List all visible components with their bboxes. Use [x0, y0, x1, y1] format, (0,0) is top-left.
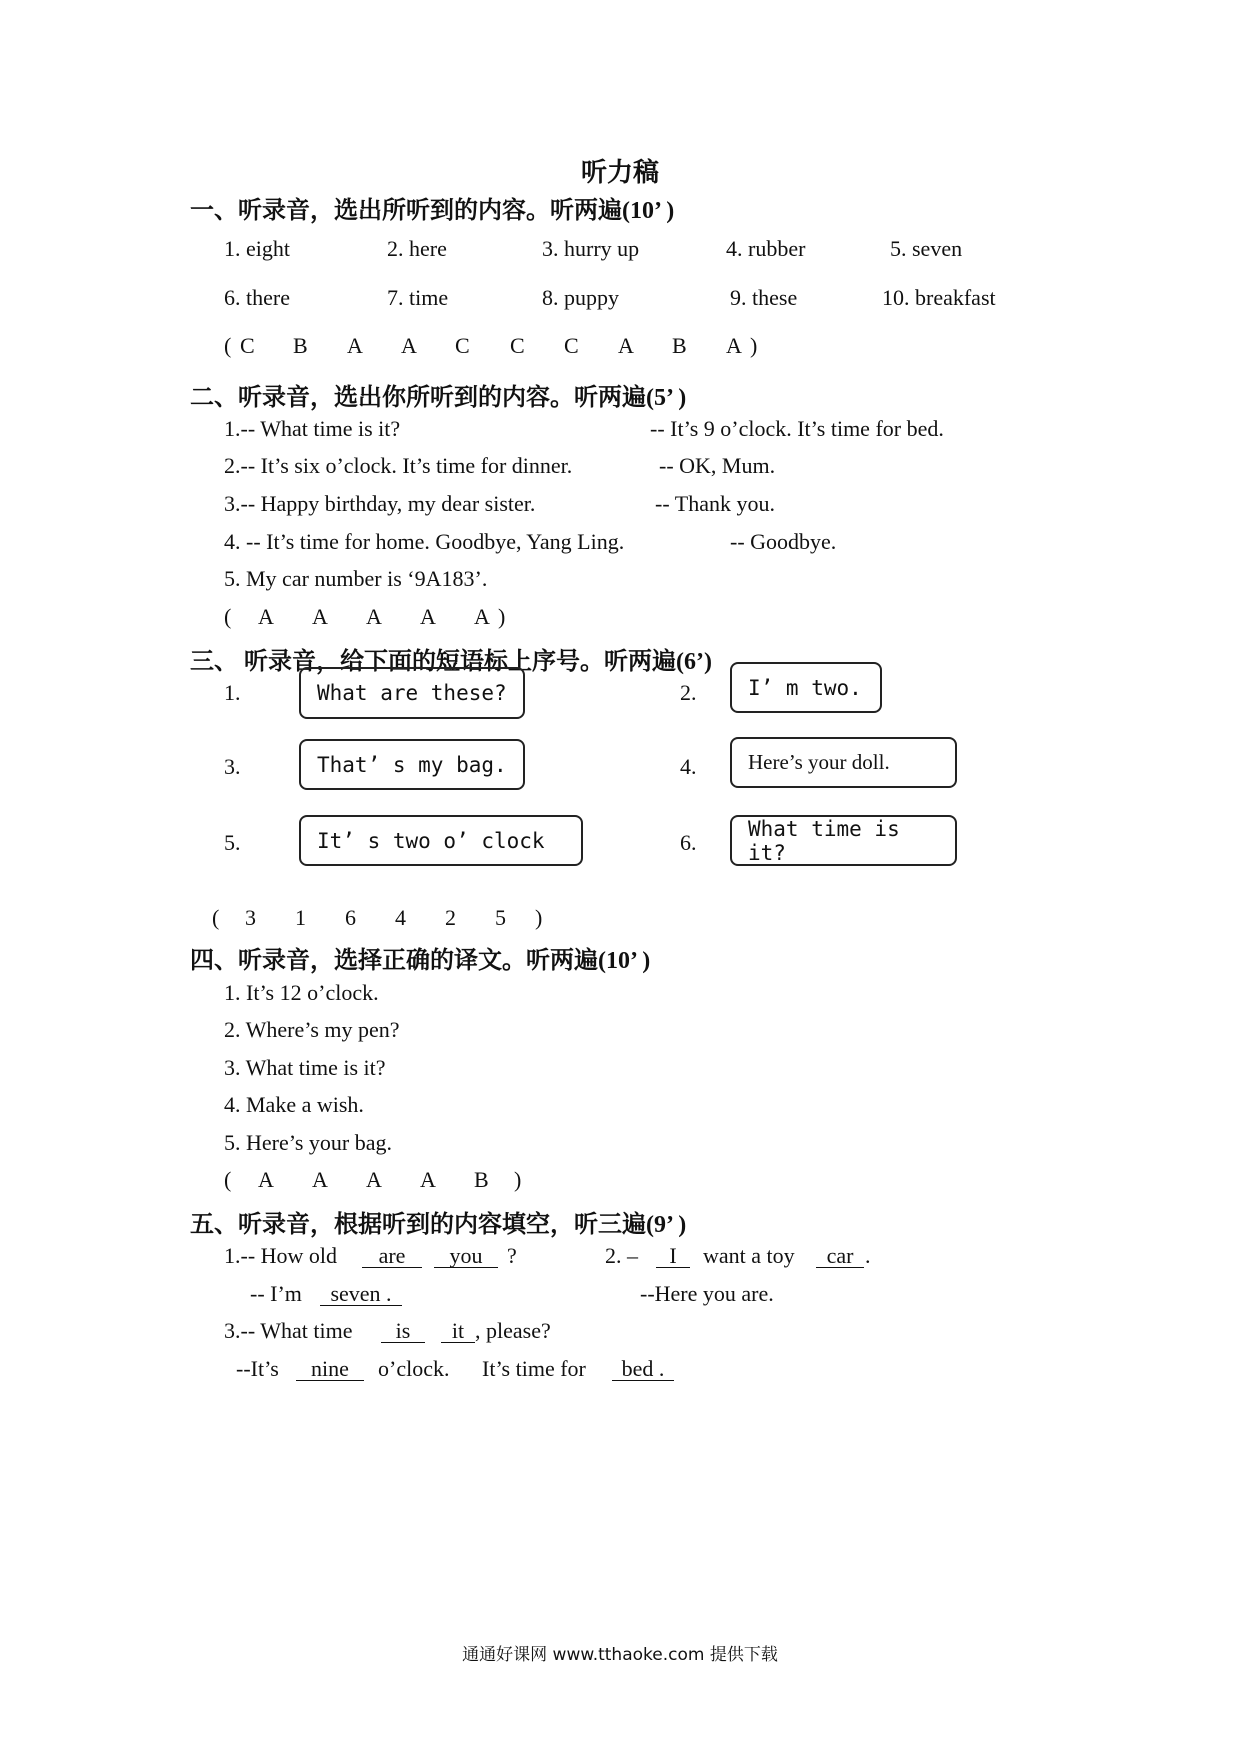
s4-answer: A — [366, 1167, 382, 1192]
s5-q3-blank-3: nine — [296, 1358, 364, 1381]
s1-word: 9. these — [730, 285, 798, 310]
section-2-heading: 二、听录音，选出你所听到的内容。听两遍(5’ ) — [190, 385, 687, 411]
section-3-heading: 三、 听录音，给下面的短语标上序号。听两遍(6’) — [190, 649, 712, 675]
page-title: 听力稿 — [580, 158, 659, 187]
s2-answer: A — [312, 604, 328, 629]
s4-line: 2. Where’s my pen? — [224, 1017, 400, 1042]
s2-line: 5. My car number is ‘9A183’. — [224, 566, 488, 591]
s1-answer: C — [455, 333, 470, 358]
s2-answer: A — [366, 604, 382, 629]
s3-answer: 6 — [345, 905, 356, 930]
s5-q3-reply: --It’s — [236, 1356, 279, 1381]
s5-q2-text: want a toy — [703, 1243, 795, 1268]
phrase-box-4: Here’s your doll. — [730, 737, 957, 788]
s4-answer: A — [258, 1167, 274, 1192]
s2-line: 2.-- It’s six o’clock. It’s time for dinner. — [224, 453, 573, 478]
s3-answer: 2 — [445, 905, 456, 930]
s1-answer: A — [347, 333, 363, 358]
s4-line: 4. Make a wish. — [224, 1092, 364, 1117]
phrase-box-3: That’ s my bag. — [299, 739, 525, 790]
phrase-box-1: What are these? — [299, 667, 525, 719]
s4-line: 1. It’s 12 o’clock. — [224, 980, 379, 1005]
s1-word: 5. seven — [890, 236, 963, 261]
s5-q1-prompt: 1.-- How old — [224, 1243, 338, 1268]
s3-item-number: 3. — [224, 754, 241, 779]
section-1-heading: 一、听录音，选出所听到的内容。听两遍(10’ ) — [190, 198, 675, 224]
s2-line: 1.-- What time is it? — [224, 416, 401, 441]
s5-q1-mark: ? — [507, 1243, 517, 1268]
s5-q3-blank-4: bed . — [612, 1358, 674, 1381]
section-5-heading: 五、听录音，根据听到的内容填空，听三遍(9’ ) — [190, 1212, 687, 1238]
s5-q1-blank-1: are — [362, 1245, 422, 1268]
s5-q2-prompt: 2. – — [605, 1243, 638, 1268]
s5-q3-blank-1: is — [381, 1320, 425, 1343]
s5-q1-blank-2: you — [434, 1245, 498, 1268]
s5-q2-mark: . — [865, 1243, 871, 1268]
s5-q2-reply: --Here you are. — [640, 1281, 774, 1306]
s3-answer: 5 — [495, 905, 506, 930]
s2-answer: A — [474, 604, 490, 629]
s2-answer: A — [258, 604, 274, 629]
s1-answer: C — [240, 333, 255, 358]
s1-answer: C — [510, 333, 525, 358]
s3-answer: 4 — [395, 905, 406, 930]
s5-q2-blank-1: I — [656, 1245, 690, 1268]
s1-answer-open: ( — [224, 333, 232, 358]
s3-item-number: 5. — [224, 830, 241, 855]
s4-answer-open: ( — [224, 1167, 232, 1192]
s5-q1-reply: -- I’m — [250, 1281, 302, 1306]
s4-answer: A — [312, 1167, 328, 1192]
s1-word: 3. hurry up — [542, 236, 640, 261]
s2-reply: -- It’s 9 o’clock. It’s time for bed. — [650, 416, 944, 441]
phrase-box-2: I’ m two. — [730, 662, 882, 713]
s2-reply: -- Goodbye. — [730, 529, 837, 554]
s3-answer-open: ( — [212, 905, 220, 930]
s2-reply: -- Thank you. — [655, 491, 775, 516]
s4-answer-close: ) — [514, 1167, 522, 1192]
phrase-box-6: What time is it? — [730, 815, 957, 866]
s1-answer: B — [293, 333, 308, 358]
s1-answer: A — [726, 333, 742, 358]
s1-word: 7. time — [387, 285, 449, 310]
s3-answer: 3 — [245, 905, 256, 930]
s3-answer: 1 — [295, 905, 306, 930]
s1-answer: A — [618, 333, 634, 358]
s4-answer: A — [420, 1167, 436, 1192]
s1-word: 10. breakfast — [882, 285, 996, 310]
section-4-heading: 四、听录音，选择正确的译文。听两遍(10’ ) — [190, 948, 651, 974]
s2-answer-open: ( — [224, 604, 232, 629]
s4-line: 5. Here’s your bag. — [224, 1130, 393, 1155]
s3-item-number: 1. — [224, 680, 241, 705]
s1-word: 4. rubber — [726, 236, 806, 261]
s5-q3-blank-2: it — [441, 1320, 475, 1343]
s3-answer-close: ) — [535, 905, 543, 930]
s1-word: 2. here — [387, 236, 447, 261]
s2-line: 4. -- It’s time for home. Goodbye, Yang Ling. — [224, 529, 625, 554]
s1-answer: A — [401, 333, 417, 358]
s2-answer-close: ) — [498, 604, 506, 629]
s2-line: 3.-- Happy birthday, my dear sister. — [224, 491, 536, 516]
s1-word: 6. there — [224, 285, 290, 310]
s4-answer: B — [474, 1167, 489, 1192]
footer: 通通好课网 www.tthaoke.com 提供下载 — [462, 1645, 778, 1665]
s5-q2-blank-2: car — [816, 1245, 864, 1268]
phrase-box-5: It’ s two o’ clock — [299, 815, 583, 866]
s3-item-number: 6. — [680, 830, 697, 855]
s4-line: 3. What time is it? — [224, 1055, 386, 1080]
s5-q3-text: o’clock. — [378, 1356, 450, 1381]
s5-q3-text: It’s time for — [482, 1356, 586, 1381]
s1-answer: B — [672, 333, 687, 358]
s1-word: 1. eight — [224, 236, 290, 261]
s5-q1-blank-3: seven . — [320, 1283, 402, 1306]
s2-reply: -- OK, Mum. — [659, 453, 776, 478]
s1-answer-close: ) — [750, 333, 758, 358]
s3-item-number: 2. — [680, 680, 697, 705]
s5-q3-text: , please? — [475, 1318, 551, 1343]
s5-q3-prompt: 3.-- What time — [224, 1318, 353, 1343]
s1-answer: C — [564, 333, 579, 358]
s2-answer: A — [420, 604, 436, 629]
s1-word: 8. puppy — [542, 285, 619, 310]
s3-item-number: 4. — [680, 754, 697, 779]
